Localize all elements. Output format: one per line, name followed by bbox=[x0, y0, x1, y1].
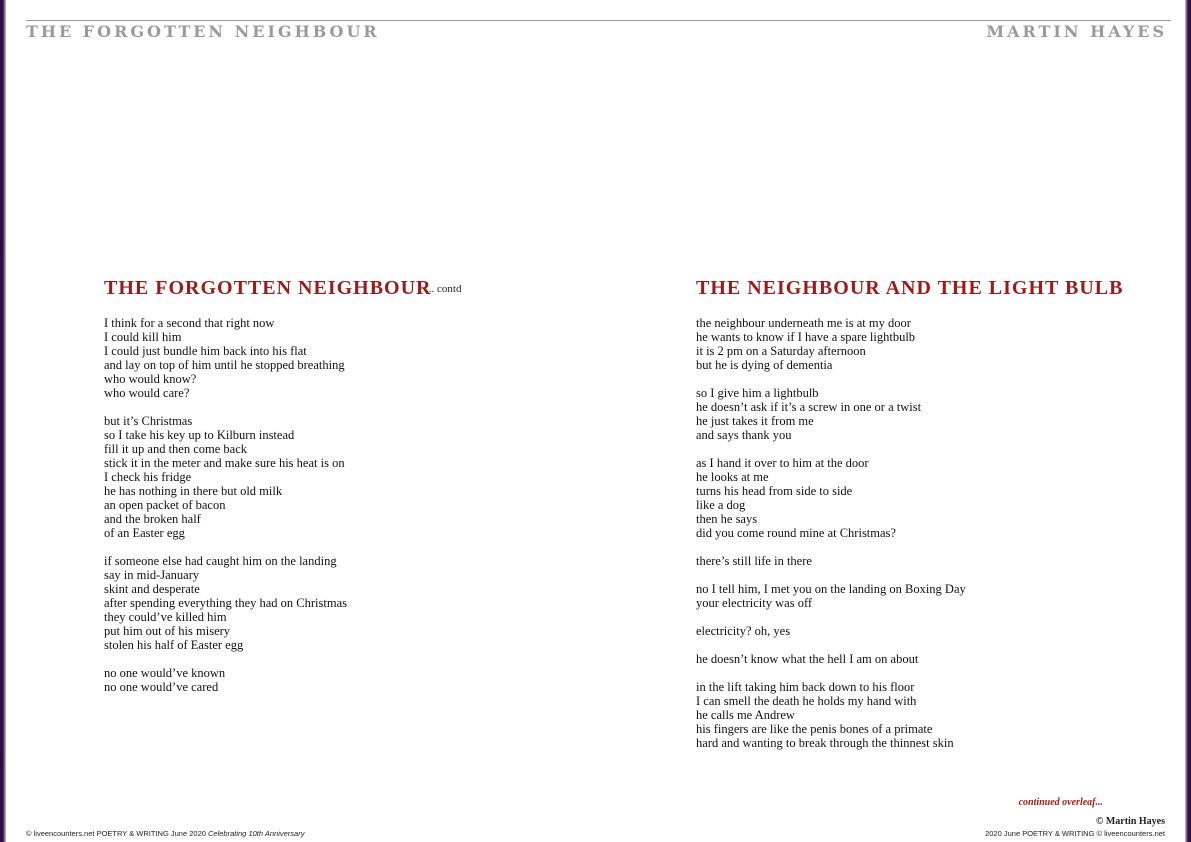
poem-stanza bbox=[104, 666, 574, 694]
poem-stanza bbox=[696, 582, 1166, 610]
poem-line: did you come round mine at Christmas? bbox=[696, 526, 896, 540]
poem-line: no one would’ve known bbox=[104, 666, 226, 680]
continued-overleaf: continued overleaf... bbox=[1018, 797, 1103, 808]
poem-line: as I hand it over to him at the door bbox=[696, 456, 869, 470]
poem-line: the neighbour underneath me is at my door bbox=[696, 316, 911, 330]
poem-line: he just takes it from me bbox=[696, 414, 814, 428]
poem-line: your electricity was off bbox=[696, 596, 813, 610]
poem-line: if someone else had caught him on the landing bbox=[104, 554, 337, 568]
poem-stanza bbox=[696, 652, 1166, 666]
poem-line: fill it up and then come back bbox=[104, 442, 248, 456]
poem-line: he doesn’t know what the hell I am on about bbox=[696, 652, 919, 666]
poem-line: like a dog bbox=[696, 498, 746, 512]
left-poem-body bbox=[104, 316, 574, 694]
poem-line: he looks at me bbox=[696, 470, 769, 484]
poem-stanza bbox=[696, 554, 1166, 568]
page bbox=[6, 0, 1185, 842]
contd-label: ... contd bbox=[426, 283, 462, 295]
right-poem-title: THE NEIGHBOUR AND THE LIGHT BULB bbox=[696, 277, 1124, 299]
poem-line: I can smell the death he holds my hand with bbox=[696, 694, 917, 708]
poem-line: I could just bundle him back into his flat bbox=[104, 344, 307, 358]
poem-line: so I give him a lightbulb bbox=[696, 386, 819, 400]
poem-line: it is 2 pm on a Saturday afternoon bbox=[696, 344, 866, 358]
poem-line: but he is dying of dementia bbox=[696, 358, 833, 372]
poem-line: he wants to know if I have a spare lightbulb bbox=[696, 330, 916, 344]
poem-line: skint and desperate bbox=[104, 582, 200, 596]
poem-stanza bbox=[104, 316, 574, 400]
poem-line: and lay on top of him until he stopped breathing bbox=[104, 358, 345, 372]
poem-stanza bbox=[104, 554, 574, 652]
poem-stanza bbox=[696, 456, 1166, 540]
poem-stanza bbox=[696, 680, 1166, 750]
poem-line: say in mid-January bbox=[104, 568, 200, 582]
poem-line: of an Easter egg bbox=[104, 526, 185, 540]
right-poem-body bbox=[696, 316, 1166, 750]
poem-line: then he says bbox=[696, 512, 758, 526]
poem-line: he has nothing in there but old milk bbox=[104, 484, 283, 498]
poem-stanza bbox=[696, 316, 1166, 372]
poem-line: after spending everything they had on Christmas bbox=[104, 596, 347, 610]
poem-stanza bbox=[696, 624, 1166, 638]
copyright: © Martin Hayes bbox=[1095, 816, 1165, 827]
poem-line: and says thank you bbox=[696, 428, 792, 442]
poem-line: no one would’ve cared bbox=[104, 680, 219, 694]
poem-line: he doesn’t ask if it’s a screw in one or a twist bbox=[696, 400, 922, 414]
poem-line: who would know? bbox=[104, 372, 197, 386]
poem-line: so I take his key up to Kilburn instead bbox=[104, 428, 295, 442]
footer-left bbox=[26, 829, 304, 838]
running-head-author: MARTIN HAYES bbox=[986, 22, 1167, 41]
poem-line: I check his fridge bbox=[104, 470, 192, 484]
poem-line: electricity? oh, yes bbox=[696, 624, 791, 638]
poem-line: in the lift taking him back down to his floor bbox=[696, 680, 915, 694]
footer-left-main: © liveencounters.net POETRY & WRITING June 2020 bbox=[26, 829, 208, 838]
poem-line: an open packet of bacon bbox=[104, 498, 226, 512]
poem-line: who would care? bbox=[104, 386, 190, 400]
footer-left-italic: Celebrating 10th Anniversary bbox=[208, 829, 305, 838]
poem-line: they could’ve killed him bbox=[104, 610, 227, 624]
poem-line: his fingers are like the penis bones of a primate bbox=[696, 722, 933, 736]
poem-line: stick it in the meter and make sure his heat is on bbox=[104, 456, 345, 470]
poem-line: no I tell him, I met you on the landing on Boxing Day bbox=[696, 582, 966, 596]
poem-line: hard and wanting to break through the thinnest skin bbox=[696, 736, 954, 750]
poem-line: I could kill him bbox=[104, 330, 182, 344]
left-poem bbox=[104, 276, 574, 708]
right-poem bbox=[696, 276, 1166, 764]
poem-line: turns his head from side to side bbox=[696, 484, 853, 498]
poem-line: put him out of his misery bbox=[104, 624, 231, 638]
poem-line: and the broken half bbox=[104, 512, 201, 526]
poem-line: stolen his half of Easter egg bbox=[104, 638, 244, 652]
poem-line: I think for a second that right now bbox=[104, 316, 275, 330]
poem-stanza bbox=[696, 386, 1166, 442]
poem-line: there’s still life in there bbox=[696, 554, 812, 568]
poem-line: but it’s Christmas bbox=[104, 414, 193, 428]
header-rule bbox=[26, 20, 1171, 21]
poem-line: he calls me Andrew bbox=[696, 708, 795, 722]
footer-right: 2020 June POETRY & WRITING © liveencounters.net bbox=[985, 829, 1165, 838]
poem-stanza bbox=[104, 414, 574, 540]
running-head-title: THE FORGOTTEN NEIGHBOUR bbox=[26, 22, 380, 41]
left-poem-title: THE FORGOTTEN NEIGHBOUR bbox=[104, 277, 432, 299]
